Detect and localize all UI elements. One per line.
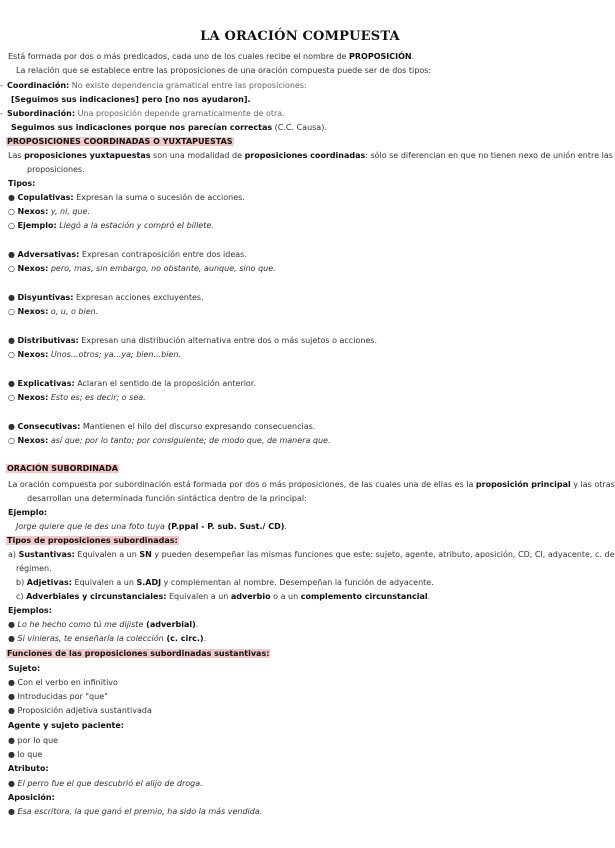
tipo-adverbiales: c) Adverbiales y circunstanciales: Equivalen a un adverbio o a un complemento circunstancial.	[16, 592, 431, 601]
bullet-icon: ●	[8, 706, 15, 715]
circle-bullet-icon: ○	[8, 436, 15, 445]
list-item: ● Esa escritora, la que ganó el premio, ha sido la más vendida.	[8, 807, 263, 816]
list-item: ● por lo que	[8, 736, 59, 745]
bullet-icon: ●	[8, 193, 15, 202]
bullet-icon: ●	[8, 250, 15, 259]
nexos-line: ○ Nexos: o, u, o bien.	[8, 307, 99, 316]
bullet-icon: ●	[8, 750, 15, 759]
ejemplo-label: Ejemplo:	[8, 508, 48, 517]
bullet-icon: ●	[8, 336, 15, 345]
nexos-line: ○ Nexos: pero, mas, sin embargo, no obstante, aunque, sino que.	[8, 264, 276, 273]
list-item: ● Proposición adjetiva sustantivada	[8, 706, 152, 715]
nexos-line: ○ Nexos: así que; por lo tanto; por consiguiente; de modo que, de manera que.	[8, 436, 331, 445]
tipo-sustantivas-cont: régimen.	[16, 564, 52, 573]
ejemplo-line: ○ Ejemplo: Llegó a la estación y compró el billete.	[8, 221, 214, 230]
list-item: ● Consecutivas: Mantienen el hilo del discurso expresando consecuencias.	[8, 422, 316, 431]
list-item: ● Distributivas: Expresan una distribución alternativa entre dos o más sujetos o acciones.	[8, 336, 378, 345]
coordinacion-line: Coordinación: No existe dependencia gramatical entre las proposiciones:	[7, 81, 307, 90]
aposicion-label: Aposición:	[8, 793, 55, 802]
list-item: ● Con el verbo en infinitivo	[8, 678, 118, 687]
ejemplos-label: Ejemplos:	[8, 606, 52, 615]
list-item: ● Introducidas por "que"	[8, 692, 108, 701]
section-heading-coordinadas: PROPOSICIONES COORDINADAS O YUXTAPUESTAS	[7, 137, 233, 146]
nexos-line: ○ Nexos: y, ni, que.	[8, 207, 91, 216]
bullet-icon: ●	[8, 379, 15, 388]
subordinacion-line: Subordinación: Una proposición depende gramaticalmente de otra.	[7, 109, 285, 118]
coordinacion-example: [Seguimos sus indicaciones] pero [no nos ayudaron].	[11, 95, 251, 104]
circle-bullet-icon: ○	[8, 264, 15, 273]
relation-line: La relación que se establece entre las proposiciones de una oración compuesta puede ser de dos tipos:	[16, 66, 432, 75]
bullet-icon: ●	[8, 779, 15, 788]
nexos-line: ○ Nexos: Unos...otros; ya...ya; bien...bien.	[8, 350, 181, 359]
agente-label: Agente y sujeto paciente:	[8, 721, 124, 730]
circle-bullet-icon: ○	[8, 350, 15, 359]
bullet-icon: ●	[8, 422, 15, 431]
tipo-adjetivas: b) Adjetivas: Equivalen a un S.ADJ y complementan al nombre. Desempeñan la función de adyacente.	[16, 578, 434, 587]
dash-marker: -	[0, 109, 3, 118]
ejemplo-line: Jorge quiere que le des una foto tuya (P.ppal - P. sub. Sust./ CD).	[16, 522, 287, 531]
list-item: ● Explicativas: Aclaran el sentido de la proposición anterior.	[8, 379, 256, 388]
bullet-icon: ●	[8, 807, 15, 816]
list-item: ● Adversativas: Expresan contraposición entre dos ideas.	[8, 250, 247, 259]
sujeto-label: Sujeto:	[8, 664, 41, 673]
subheading-funciones: Funciones de las proposiciones subordinadas sustantivas:	[7, 649, 270, 658]
bullet-icon: ●	[8, 293, 15, 302]
bullet-icon: ●	[8, 620, 15, 629]
dash-marker: -	[0, 81, 3, 90]
subordinada-paragraph-cont: desarrollan una determinada función sintáctica dentro de la principal:	[27, 494, 307, 503]
coordinadas-paragraph: Las proposiciones yuxtapuestas son una modalidad de proposiciones coordinadas: sólo se diferencian en que no tienen nexo de unión entre las	[8, 151, 613, 160]
subordinacion-example: Seguimos sus indicaciones porque nos parecían correctas (C.C. Causa).	[11, 123, 327, 132]
tipos-label: Tipos:	[8, 179, 36, 188]
circle-bullet-icon: ○	[8, 393, 15, 402]
bullet-icon: ●	[8, 692, 15, 701]
circle-bullet-icon: ○	[8, 221, 15, 230]
list-item: ● lo que	[8, 750, 43, 759]
list-item: ● Disyuntivas: Expresan acciones excluyentes.	[8, 293, 204, 302]
list-item: ● Lo he hecho como tú me dijiste (adverbial).	[8, 620, 199, 629]
bullet-icon: ●	[8, 678, 15, 687]
subheading-tipos-subordinadas: Tipos de proposiciones subordinadas:	[7, 536, 178, 545]
circle-bullet-icon: ○	[8, 307, 15, 316]
subordinada-paragraph: La oración compuesta por subordinación está formada por dos o más proposiciones, de las cuales una de ellas es la proposición principal y las otras	[8, 480, 615, 489]
nexos-line: ○ Nexos: Esto es; es decir; o sea.	[8, 393, 146, 402]
list-item: ● El perro fue el que descubrió el alijo de droga.	[8, 779, 203, 788]
bullet-icon: ●	[8, 736, 15, 745]
bullet-icon: ●	[8, 634, 15, 643]
intro-line: Está formada por dos o más predicados, cada uno de los cuales recibe el nombre de PROPOSICIÓN.	[8, 52, 415, 61]
coordinadas-paragraph-cont: proposiciones.	[27, 165, 85, 174]
tipo-sustantivas: a) Sustantivas: Equivalen a un SN y pueden desempeñar las mismas funciones que este: sujeto, agente, atributo, aposición, CD, CI, adyacente, c. de	[8, 550, 615, 559]
circle-bullet-icon: ○	[8, 207, 15, 216]
page-title: LA ORACIÓN COMPUESTA	[200, 29, 400, 44]
list-item: ● Si vinieras, te enseñaría la colección (c. circ.).	[8, 634, 207, 643]
list-item: ● Copulativas: Expresan la suma o sucesión de acciones.	[8, 193, 245, 202]
section-heading-subordinada: ORACIÓN SUBORDINADA	[7, 464, 118, 473]
atributo-label: Atributo:	[8, 764, 49, 773]
